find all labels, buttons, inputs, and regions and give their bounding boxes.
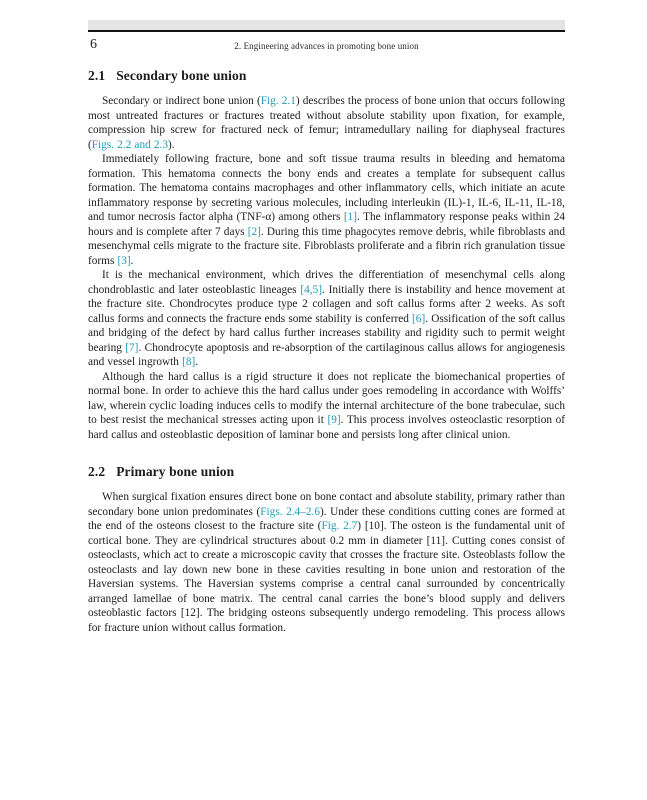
text-run: . This process involves osteoclastic resorption of hard callus and osteoblastic deposition of laminar bone and persists long after clinical union. xyxy=(88,414,565,441)
paragraph xyxy=(88,268,565,370)
text-run: . During this time phagocytes remove debris, while fibroblasts and mesenchymal cells migrate to the fracture site. Fibroblasts proliferate and a fibrin rich granulation tissue forms xyxy=(88,225,565,267)
paragraph xyxy=(88,94,565,152)
text-run: Secondary or indirect bone union ( xyxy=(102,95,261,107)
paragraph xyxy=(88,152,565,268)
section-heading xyxy=(88,68,565,84)
paragraph xyxy=(88,490,565,635)
text-run: . xyxy=(130,254,134,267)
figure-ref-link[interactable]: Fig. 2.7 xyxy=(321,520,358,532)
citation-link[interactable]: [4,5] xyxy=(300,283,323,296)
citation-link[interactable]: [9] xyxy=(327,414,341,426)
text-run: It is the mechanical environment, which drives the differentiation of mesenchymal cells along chondroblastic and later osteoblastic lineages xyxy=(88,269,565,296)
section-title: Secondary bone union xyxy=(116,68,247,83)
text-run: . xyxy=(195,356,199,368)
text-run: When surgical fixation ensures direct bone on bone contact and absolute stability, primary rather than secondary bone union predominates ( xyxy=(88,491,565,518)
text-run: ) [10]. The osteon is the fundamental unit of cortical bone. They are cylindrical structures about 0.2 mm in diameter [11]. Cutting cones consist of osteoclasts, which act to create a microscopic cavity that crosses the fracture site. Osteoblasts follow the osteoclasts and lay down new bone in these cavities resulting in bone union and restoration of the Haversian systems. The Haversian systems comprise a central canal surrounded by concentrically arranged lamellae of bone matrix. The central canal carries the bone’s blood supply and delivers osteoblastic factors [12]. The bridging osteons subsequently undergo remodeling. This process allows for fracture union without callus formation. xyxy=(88,520,565,634)
citation-link[interactable]: [1] xyxy=(343,211,358,223)
figure-ref-link[interactable]: Fig. 2.1 xyxy=(260,95,296,107)
page-number: 6 xyxy=(90,37,97,52)
text-run: . Initially there is instability and hence movement at the fracture site. Chondrocytes produce type 2 collagen and soft callus forms after 2 weeks. As soft callus forms and connects the fracture ends some stability is conferred xyxy=(88,283,565,325)
figure-ref-link[interactable]: Figs. 2.4–2.6 xyxy=(260,505,320,518)
paragraph xyxy=(88,370,565,443)
section-number: 2.1 xyxy=(88,68,106,83)
text-run: . Chondrocyte apoptosis and re-absorption of the cartilaginous callus allows for angiogenesis and vessel ingrowth xyxy=(88,341,565,368)
section-secondary-bone-union xyxy=(88,68,565,442)
section-primary-bone-union xyxy=(88,464,565,635)
citation-link[interactable]: [2] xyxy=(247,225,261,238)
page-header xyxy=(88,35,565,59)
text-run: ). xyxy=(167,138,175,151)
section-heading xyxy=(88,464,565,480)
text-run: Although the hard callus is a rigid structure it does not replicate the biomechanical properties of normal bone. In order to achieve this the hard callus under goes remodeling in accordance with Wolffs’ law, wherein cyclic loading induces cells to modify the internal architecture of the bone trabeculae, such to best resist the mechanical stresses acting upon it xyxy=(88,370,565,426)
section-number: 2.2 xyxy=(88,464,106,479)
citation-link[interactable]: [7] xyxy=(125,341,139,354)
section-title: Primary bone union xyxy=(116,464,235,479)
text-run: ) describes the process of bone union that occurs following most untreated fractures or fractures treated without absolute stability upon fixation, for example, compression hip screw for fractured neck of femur; intramedullary nailing for diaphyseal fractures ( xyxy=(88,95,565,151)
text-run: Immediately following fracture, bone and soft tissue trauma results in bleeding and hematoma formation. This hematoma connects the bony ends and creates a template for subsequent callus formation. The hematoma contains macrophages and other inflammatory cells, which initiate an acute inflammatory response by secreting various molecules, including interleukin (IL)-1, IL-6, IL-11, IL-18, and tumor necrosis factor alpha (TNF-α) among others xyxy=(88,153,565,223)
citation-link[interactable]: [6] xyxy=(412,312,426,325)
page-top-rule xyxy=(88,20,565,32)
text-run: ). Under these conditions cutting cones are formed at the end of the osteons closest to the fracture site ( xyxy=(88,505,565,532)
text-run: . The inflammatory response peaks within 24 hours and is complete after 7 days xyxy=(88,211,565,238)
running-header-title: 2. Engineering advances in promoting bone union xyxy=(234,41,419,51)
citation-link[interactable]: [8] xyxy=(182,356,196,368)
citation-link[interactable]: [3] xyxy=(117,254,131,267)
figure-ref-link[interactable]: Figs. 2.2 and 2.3 xyxy=(91,138,168,151)
text-run: . Ossification of the soft callus and bridging of the defect by hard callus further increases stability and rigidity such to permit weight bearing xyxy=(88,312,565,354)
